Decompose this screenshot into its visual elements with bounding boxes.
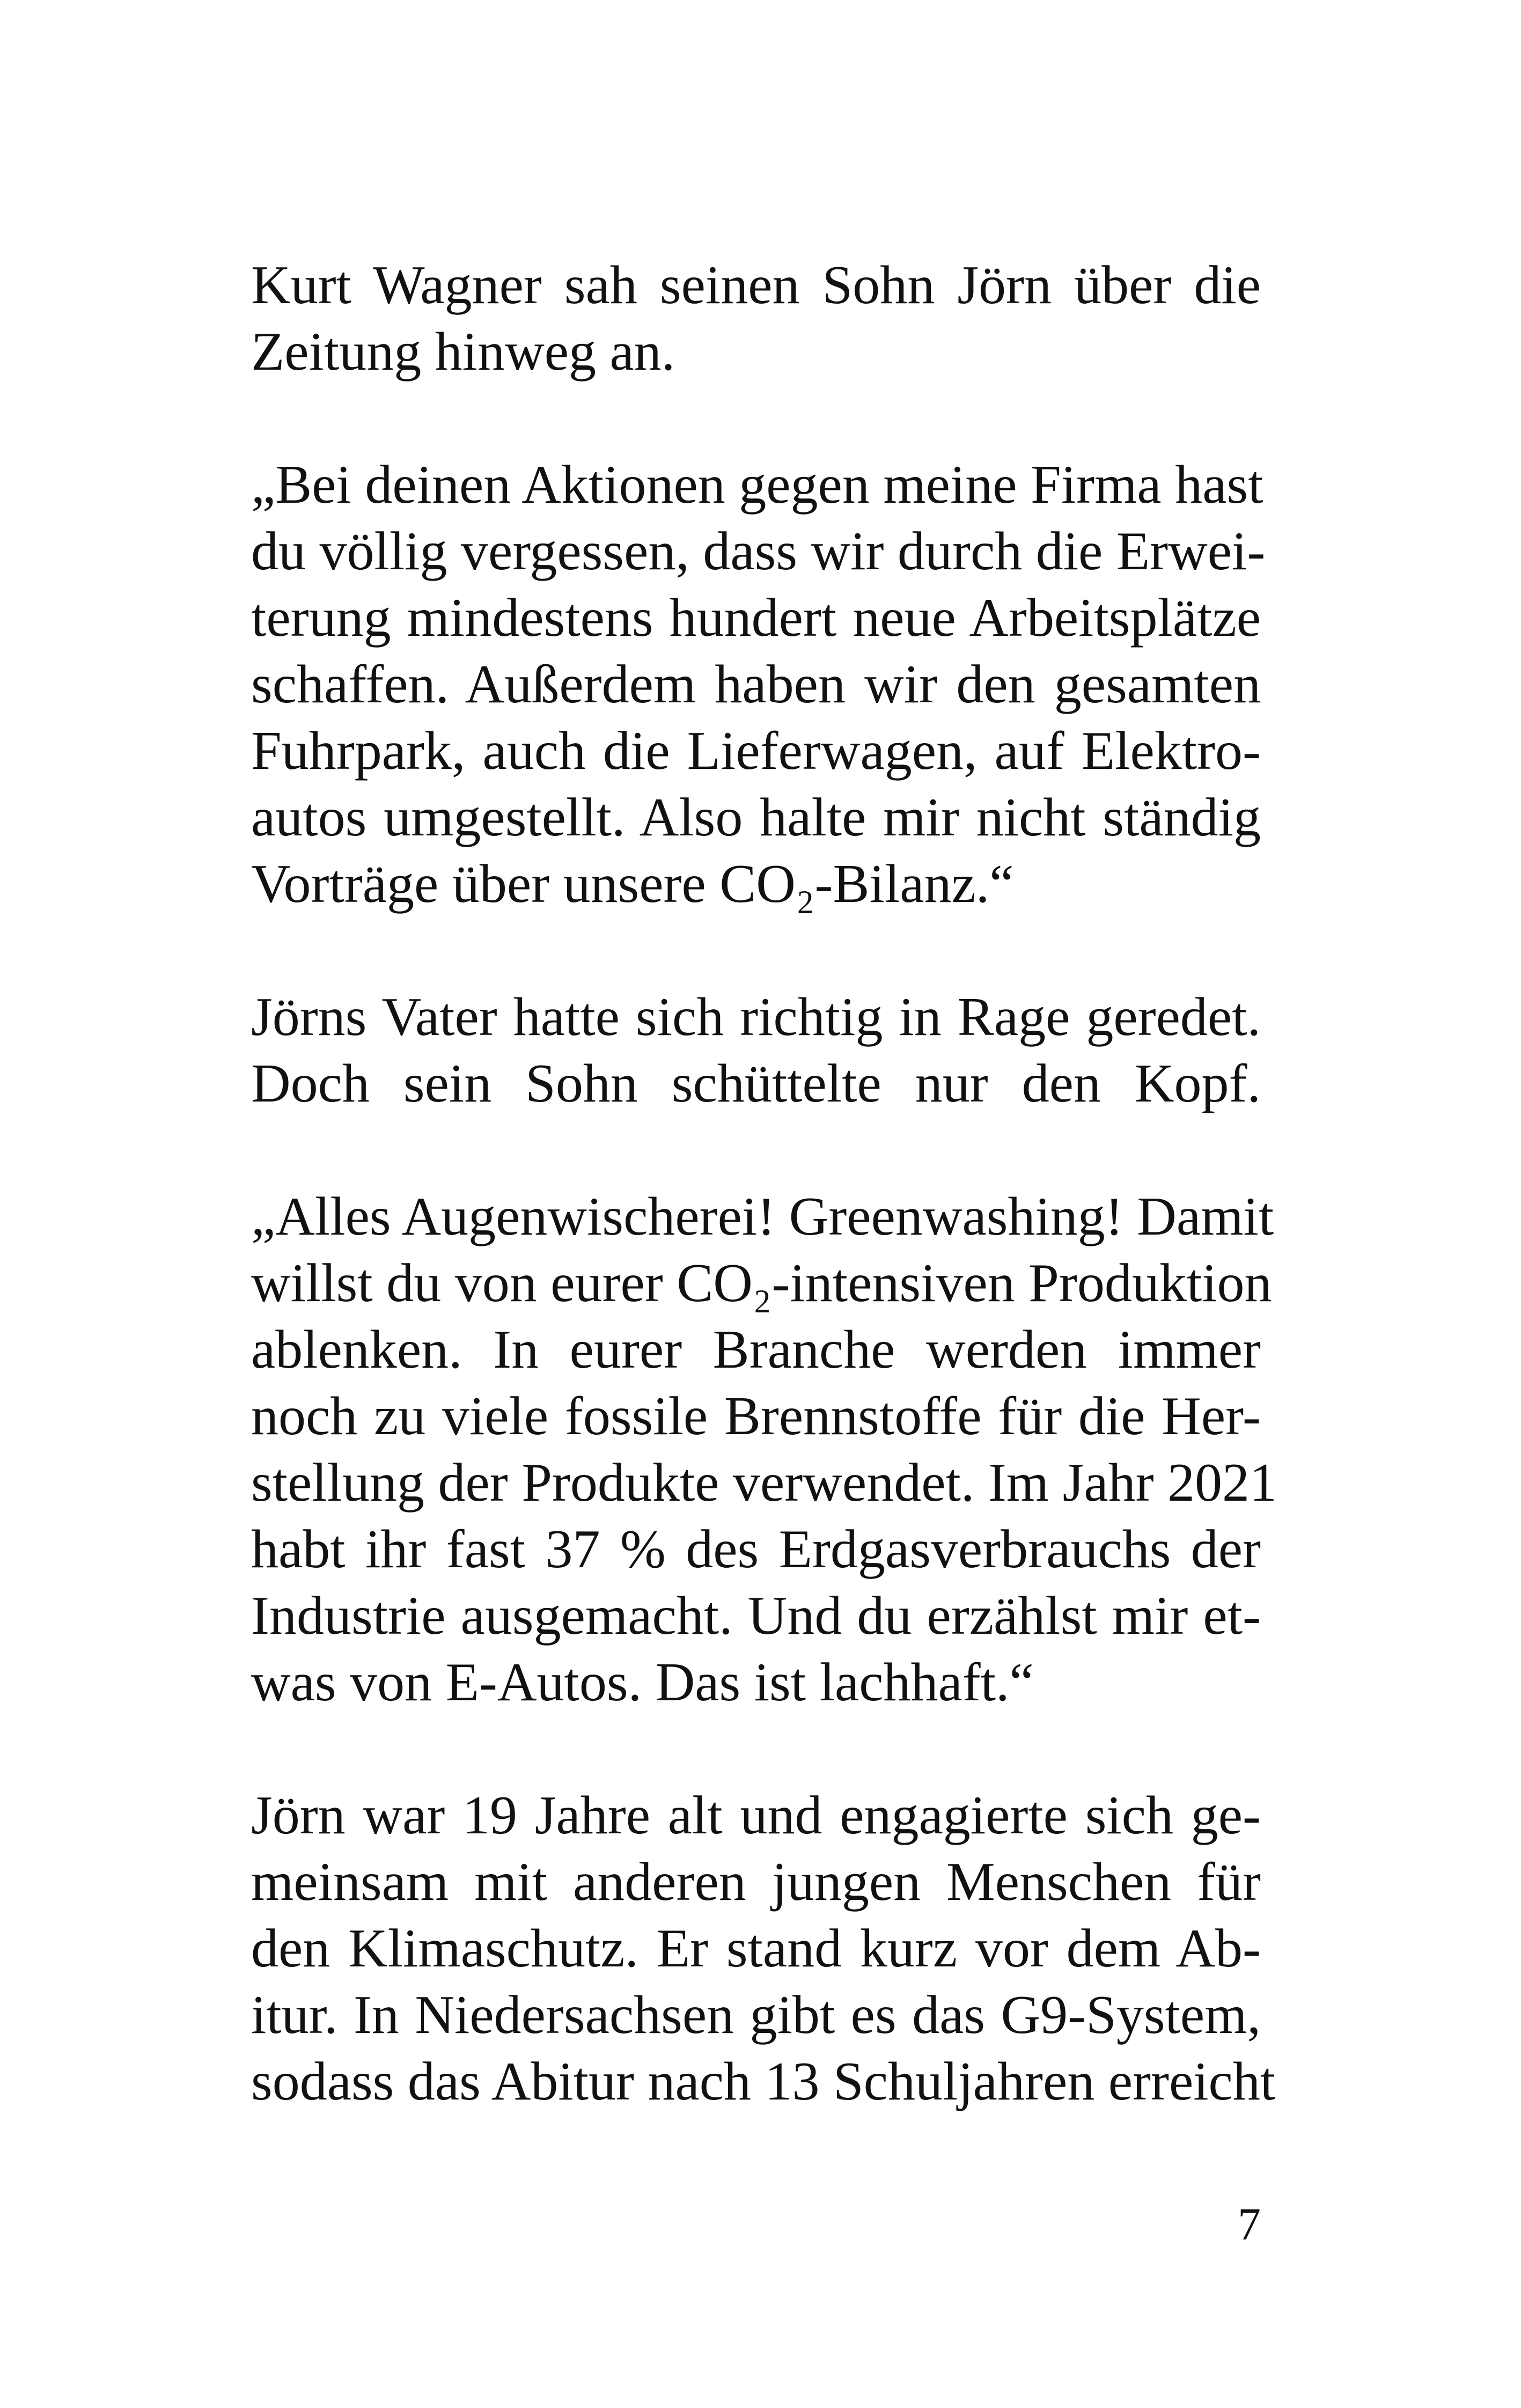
page-number: 7 bbox=[1238, 2198, 1261, 2250]
paragraph-gap bbox=[251, 1716, 1261, 1782]
paragraph-gap bbox=[251, 1117, 1261, 1184]
text-line: terung mindestens hundert neue Arbeitsplätze bbox=[251, 588, 1261, 648]
text-line: Kurt Wagner sah seinen Sohn Jörn über die bbox=[251, 255, 1261, 315]
text-line: itur. In Niedersachsen gibt es das G9-System, bbox=[251, 1985, 1261, 2045]
text-line: den Klimaschutz. Er stand kurz vor dem Ab- bbox=[251, 1918, 1261, 1979]
text-line: Zeitung hinweg an. bbox=[251, 321, 675, 382]
paragraph-gap bbox=[251, 917, 1261, 984]
text-line: noch zu viele fossile Brennstoffe für die Her- bbox=[251, 1386, 1261, 1447]
text-line: ablenken. In eurer Branche werden immer bbox=[251, 1319, 1261, 1380]
text-line: sodass das Abitur nach 13 Schuljahren erreicht bbox=[251, 2051, 1276, 2112]
text-line: „Bei deinen Aktionen gegen meine Firma hast bbox=[251, 454, 1263, 515]
body-text bbox=[251, 252, 1277, 2115]
text-line: Jörns Vater hatte sich richtig in Rage geredet. bbox=[251, 987, 1261, 1047]
text-line: Jörn war 19 Jahre alt und engagierte sich ge- bbox=[251, 1785, 1261, 1846]
text-line: habt ihr fast 37 % des Erdgasverbrauchs der bbox=[251, 1519, 1261, 1580]
text-line: stellung der Produkte verwendet. Im Jahr 2021 bbox=[251, 1452, 1277, 1513]
text-line: was von E-Autos. Das ist lachhaft.“ bbox=[251, 1652, 1034, 1713]
text-line: autos umgestellt. Also halte mir nicht ständig bbox=[251, 787, 1261, 848]
text-line: Industrie ausgemacht. Und du erzählst mir et- bbox=[251, 1585, 1261, 1646]
text-line: Doch sein Sohn schüttelte nur den Kopf. bbox=[251, 1053, 1261, 1114]
text-line: Vorträge über unsere CO₂-Bilanz.“ bbox=[251, 854, 1014, 914]
text-line: „Alles Augenwischerei! Greenwashing! Damit bbox=[251, 1186, 1274, 1247]
text-line: du völlig vergessen, dass wir durch die Erwei- bbox=[251, 521, 1266, 582]
text-line: Fuhrpark, auch die Lieferwagen, auf Elektro- bbox=[251, 721, 1261, 781]
paragraph-gap bbox=[251, 385, 1261, 452]
text-line: willst du von eurer CO₂-intensiven Produktion bbox=[251, 1253, 1272, 1313]
text-line: schaffen. Außerdem haben wir den gesamten bbox=[251, 654, 1261, 715]
text-line: meinsam mit anderen jungen Menschen für bbox=[251, 1852, 1261, 1912]
